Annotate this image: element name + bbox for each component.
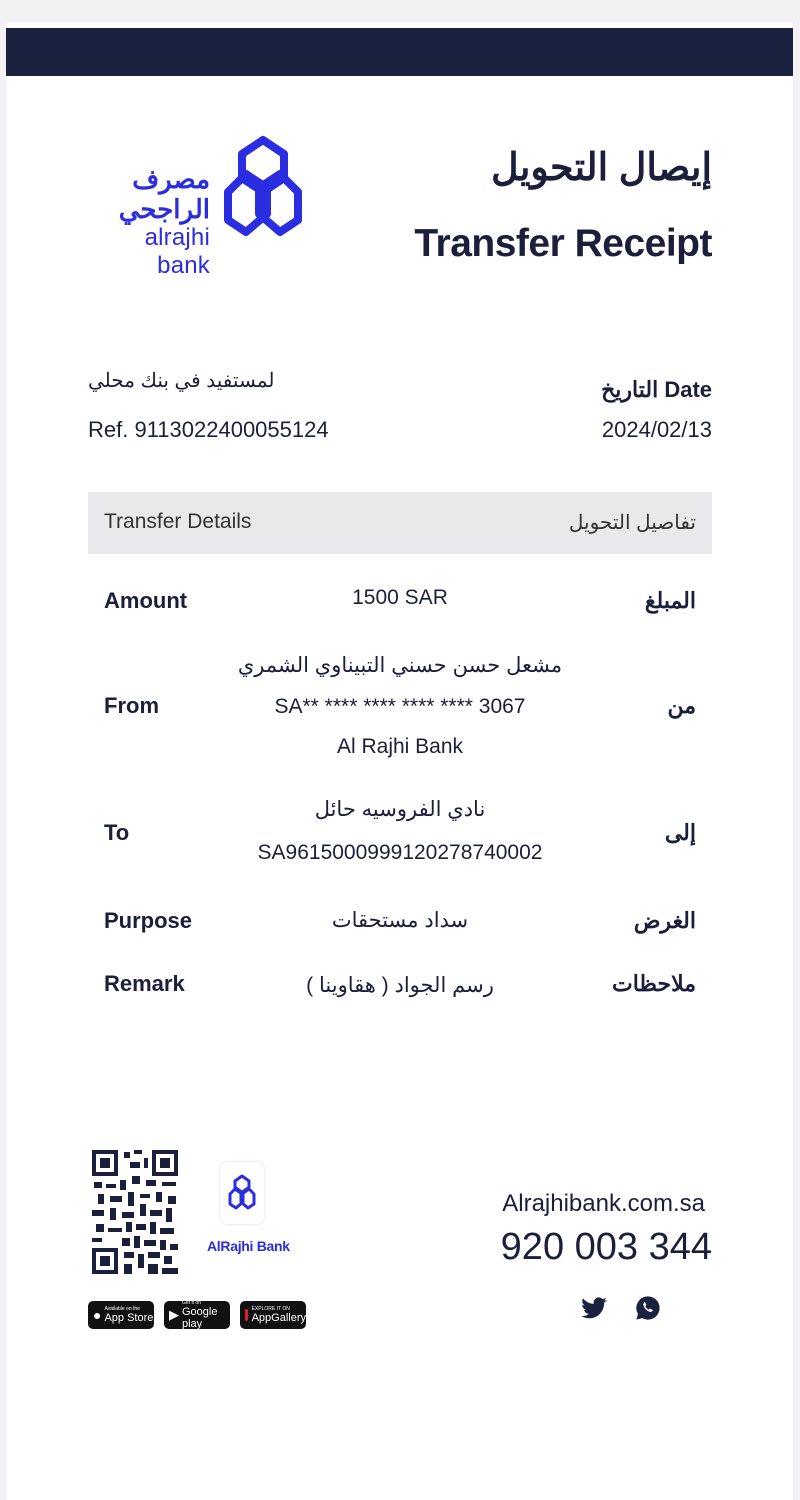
qr-code-icon[interactable] [90, 1148, 180, 1276]
amount-label-en: Amount [104, 588, 188, 613]
app-store-text [104, 1306, 153, 1324]
remark-label-en: Remark [104, 971, 185, 996]
website-link[interactable]: Alrajhibank.com.sa [502, 1190, 705, 1217]
google-play-small: Get it on [182, 1300, 201, 1306]
to-label-en: To [104, 820, 130, 845]
app-gallery-text [252, 1306, 306, 1324]
google-play-big: Google play [182, 1306, 218, 1330]
purpose-label-ar: الغرض [633, 908, 696, 933]
to-label-ar: إلى [664, 820, 696, 845]
play-icon: ▶ [169, 1307, 179, 1322]
from-account: SA** **** **** **** **** 3067 [274, 695, 526, 718]
details-header-english: Transfer Details [104, 510, 252, 533]
from-bank: Al Rajhi Bank [336, 735, 464, 758]
details-header-arabic: تفاصيل التحويل [568, 512, 696, 534]
title-arabic: إيصال التحويل [491, 147, 712, 189]
app-store-small: Available on the [104, 1306, 140, 1312]
logo-english: alrajhi bank [144, 224, 210, 279]
huawei-icon [245, 1309, 248, 1321]
app-gallery-small: EXPLORE IT ON [251, 1306, 290, 1312]
bank-logo-text [88, 164, 210, 280]
amount-label-ar: المبلغ [644, 588, 696, 613]
from-label-ar: من [667, 693, 696, 718]
google-play-badge[interactable] [164, 1301, 230, 1329]
app-gallery-badge[interactable] [240, 1301, 306, 1329]
twitter-icon[interactable] [580, 1294, 608, 1322]
reference-number: Ref. 9113022400055124 [88, 417, 329, 442]
app-name-label: AlRajhi Bank [207, 1238, 290, 1254]
logo-arabic: مصرف الراجحي [118, 164, 210, 224]
beneficiary-type: لمستفيد في بنك محلي [88, 370, 275, 392]
purpose-value: سداد مستحقات [331, 909, 469, 932]
app-gallery-big: AppGallery [251, 1312, 306, 1324]
whatsapp-icon[interactable] [634, 1294, 662, 1322]
transfer-details-header [88, 492, 712, 554]
from-name: مشعل حسن حسني التبيناوي الشمري [237, 654, 563, 677]
top-bar [6, 28, 793, 76]
app-store-badge[interactable] [88, 1301, 154, 1329]
phone-number[interactable]: 920 003 344 [500, 1226, 712, 1268]
from-label-en: From [104, 693, 159, 718]
apple-icon: ● [93, 1307, 102, 1323]
alrajhi-app-icon [220, 1162, 264, 1224]
app-icon-tile[interactable] [220, 1162, 264, 1224]
purpose-label-en: Purpose [104, 908, 193, 933]
to-name: نادي الفروسيه حائل [314, 798, 486, 821]
alrajhi-logo-icon [220, 134, 306, 246]
date-value: 2024/02/13 [601, 417, 712, 442]
google-play-text [182, 1300, 230, 1330]
remark-label-ar: ملاحظات [612, 971, 696, 996]
date-label: التاريخ Date [601, 377, 712, 402]
remark-value: رسم الجواد ( هقاوينا ) [306, 974, 494, 997]
to-iban: SA9615000999120278740002 [257, 841, 543, 864]
app-store-big: App Store [104, 1312, 154, 1324]
title-english: Transfer Receipt [414, 222, 712, 265]
amount-value: 1500 SAR [352, 586, 448, 609]
